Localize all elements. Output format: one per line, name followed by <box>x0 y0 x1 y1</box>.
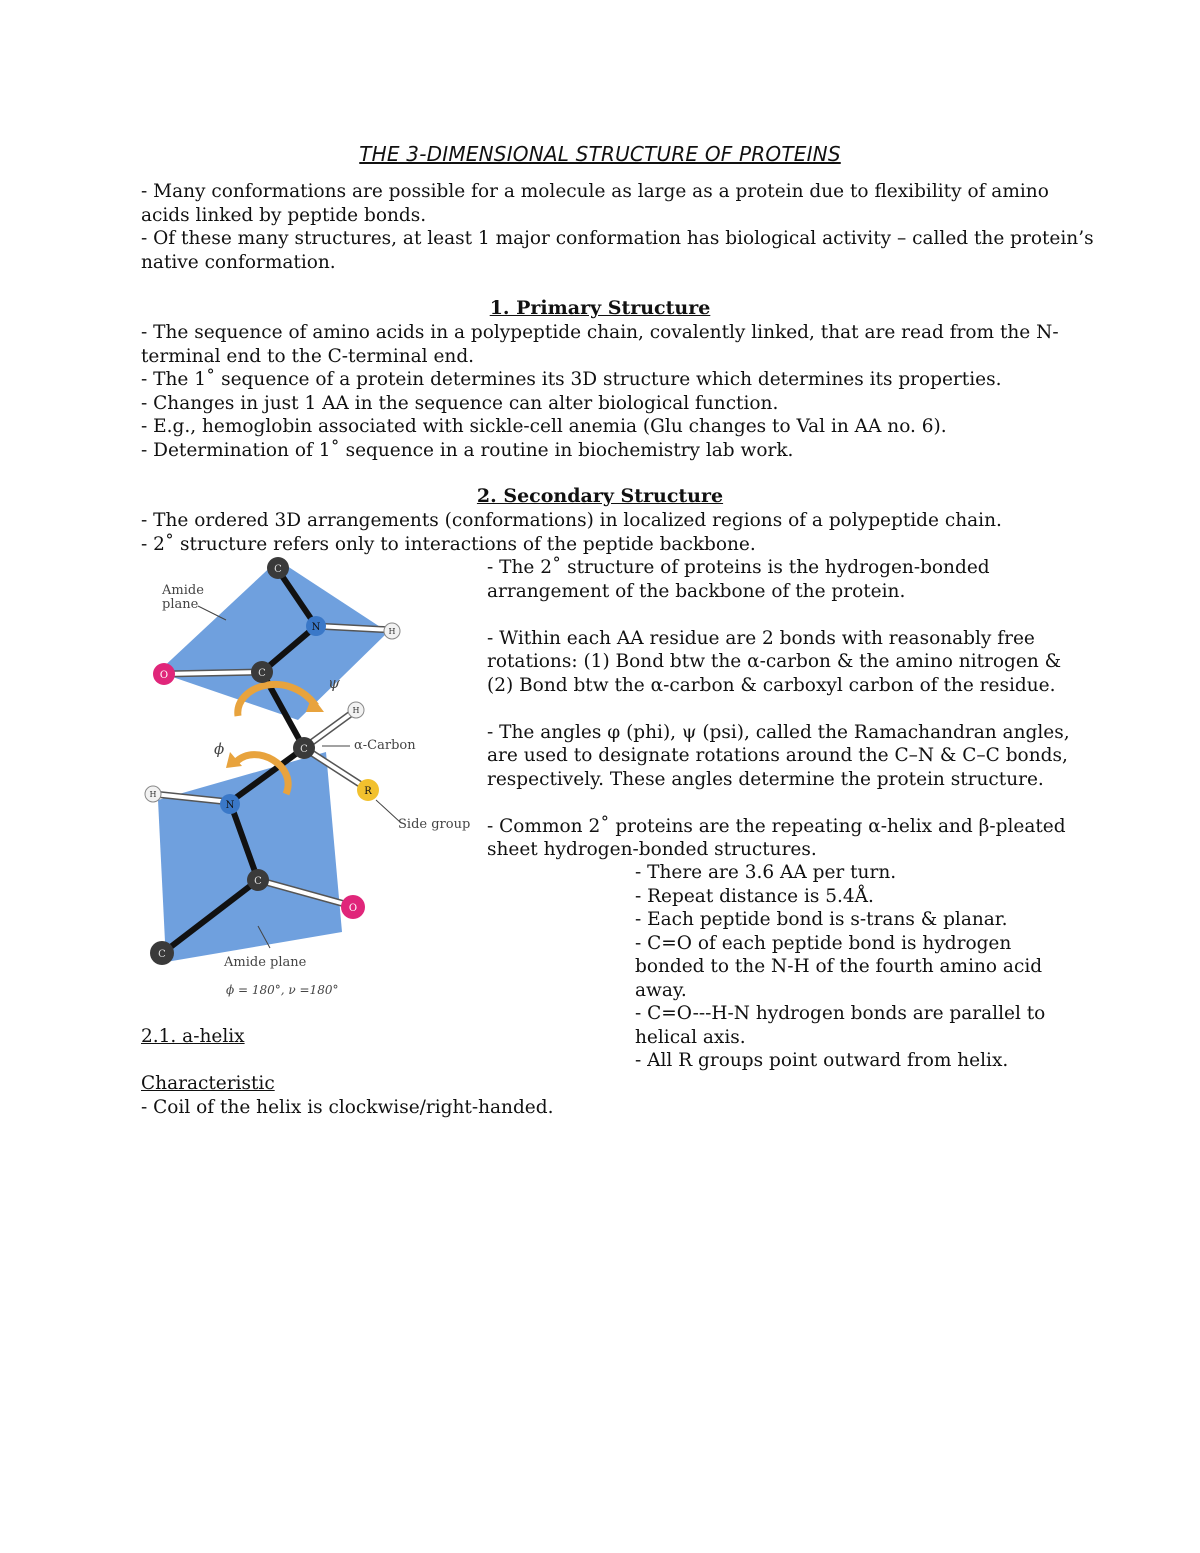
helix-fact-line: - C=O of each peptide bond is hydrogen <box>635 932 1012 954</box>
atom-nitrogen-top <box>306 616 326 636</box>
secondary-right-line: - Within each AA residue are 2 bonds with reasonably free <box>487 627 1035 649</box>
secondary-right-line: - Common 2˚ proteins are the repeating α-helix and β-pleated <box>487 815 1066 837</box>
intro-section <box>141 180 1094 274</box>
svg-text:C: C <box>258 668 266 679</box>
helix-fact-line: bonded to the N-H of the fourth amino acid <box>635 956 1043 977</box>
secondary-right-line: (2) Bond btw the α-carbon & carboxyl carbon of the residue. <box>487 674 1056 696</box>
secondary-right-line <box>487 603 1070 627</box>
helix-fact-line: - C=O---H-N hydrogen bonds are parallel to <box>635 1003 1046 1024</box>
amide-plane-bottom-label: Amide plane <box>224 955 307 970</box>
alpha-helix-section <box>141 1025 553 1119</box>
svg-text:O: O <box>348 903 358 914</box>
secondary-right-line: - The 2˚ structure of proteins is the hydrogen-bonded <box>487 557 990 578</box>
amide-plane-top-label-line2: plane <box>162 597 199 612</box>
primary-line: - The sequence of amino acids in a polypeptide chain, covalently linked, that are read from the N- <box>141 322 1059 343</box>
atom-nitrogen-bottom <box>220 794 240 814</box>
atom-r-group <box>357 779 379 801</box>
primary-structure-heading: 1. Primary Structure <box>489 297 711 319</box>
svg-text:O: O <box>159 670 169 681</box>
secondary-line: - The ordered 3D arrangements (conformations) in localized regions of a polypeptide chain. <box>141 510 1002 531</box>
atom-carbon-carbonyl-top <box>251 661 273 683</box>
primary-structure-section <box>141 321 1059 462</box>
helix-facts <box>635 861 1045 1073</box>
svg-text:N: N <box>311 622 321 633</box>
atom-hydrogen-bottom <box>145 786 161 802</box>
secondary-right-line: sheet hydrogen-bonded structures. <box>487 839 817 860</box>
alpha-helix-heading: 2.1. a-helix <box>141 1026 245 1047</box>
primary-line: - Changes in just 1 AA in the sequence can alter biological function. <box>141 392 779 414</box>
angles-caption: ϕ = 180°, ν =180° <box>226 983 339 997</box>
alpha-helix-line: - Coil of the helix is clockwise/right-handed. <box>141 1096 554 1118</box>
helix-fact-line: away. <box>635 979 687 1001</box>
spacer <box>141 1049 553 1073</box>
atom-oxygen-top <box>153 663 175 685</box>
atom-oxygen-bottom <box>341 895 365 919</box>
svg-text:R: R <box>364 786 372 797</box>
primary-line: - Determination of 1˚ sequence in a routine in biochemistry lab work. <box>141 439 794 461</box>
phi-label: ϕ <box>214 740 225 758</box>
psi-label: ψ <box>328 674 340 692</box>
characteristic-heading: Characteristic <box>141 1073 275 1094</box>
document-title: THE 3-DIMENSIONAL STRUCTURE OF PROTEINS <box>359 142 841 166</box>
helix-fact-line: - Each peptide bond is s-trans & planar. <box>635 909 1008 930</box>
atom-carbon-carbonyl-bottom <box>247 869 269 891</box>
peptide-backbone-figure <box>138 556 478 1006</box>
svg-text:H: H <box>149 790 157 799</box>
secondary-right-line <box>487 791 1070 815</box>
atom-hydrogen-top <box>384 623 400 639</box>
primary-line: - The 1˚ sequence of a protein determines its 3D structure which determines its properties. <box>141 369 1002 390</box>
secondary-right-line: are used to designate rotations around the C–N & C–C bonds, <box>487 745 1068 766</box>
secondary-right-line: arrangement of the backbone of the protein. <box>487 580 906 602</box>
secondary-structure-intro <box>141 509 1002 556</box>
helix-fact-line: - There are 3.6 AA per turn. <box>635 862 897 883</box>
helix-fact-line: - All R groups point outward from helix. <box>635 1050 1009 1071</box>
atom-carbon-bottom <box>150 941 174 965</box>
secondary-right-line <box>487 697 1070 721</box>
atom-hydrogen-alpha <box>348 702 364 718</box>
svg-text:C: C <box>274 564 282 575</box>
secondary-right-line: respectively. These angles determine the protein structure. <box>487 768 1044 790</box>
secondary-right-line: - The angles φ (phi), ψ (psi), called the Ramachandran angles, <box>487 721 1070 743</box>
primary-line: terminal end to the C-terminal end. <box>141 345 475 367</box>
intro-line: native conformation. <box>141 251 336 273</box>
svg-text:C: C <box>254 876 262 887</box>
svg-text:C: C <box>300 744 308 755</box>
intro-line: acids linked by peptide bonds. <box>141 204 427 226</box>
svg-text:N: N <box>225 800 235 811</box>
amide-plane-top-label-line1: Amide <box>162 583 204 598</box>
atom-carbon-top <box>267 557 289 579</box>
svg-text:H: H <box>388 627 396 636</box>
secondary-line: - 2˚ structure refers only to interactions of the peptide backbone. <box>141 533 756 555</box>
alpha-carbon-label: α-Carbon <box>354 738 416 753</box>
intro-line: - Of these many structures, at least 1 major conformation has biological activity – called the protein’s <box>141 228 1094 249</box>
secondary-structure-heading: 2. Secondary Structure <box>476 485 724 507</box>
atom-alpha-carbon <box>293 737 315 759</box>
intro-line: - Many conformations are possible for a molecule as large as a protein due to flexibility of amino <box>141 181 1049 202</box>
svg-text:H: H <box>352 706 360 715</box>
secondary-right-line: rotations: (1) Bond btw the α-carbon & the amino nitrogen & <box>487 651 1062 672</box>
helix-fact-line: - Repeat distance is 5.4Å. <box>635 885 874 907</box>
secondary-right-column <box>487 556 1070 862</box>
svg-text:C: C <box>158 949 166 960</box>
side-group-label: Side group <box>398 817 471 832</box>
primary-line: - E.g., hemoglobin associated with sickle-cell anemia (Glu changes to Val in AA no. 6). <box>141 416 947 437</box>
helix-fact-line: helical axis. <box>635 1026 746 1048</box>
